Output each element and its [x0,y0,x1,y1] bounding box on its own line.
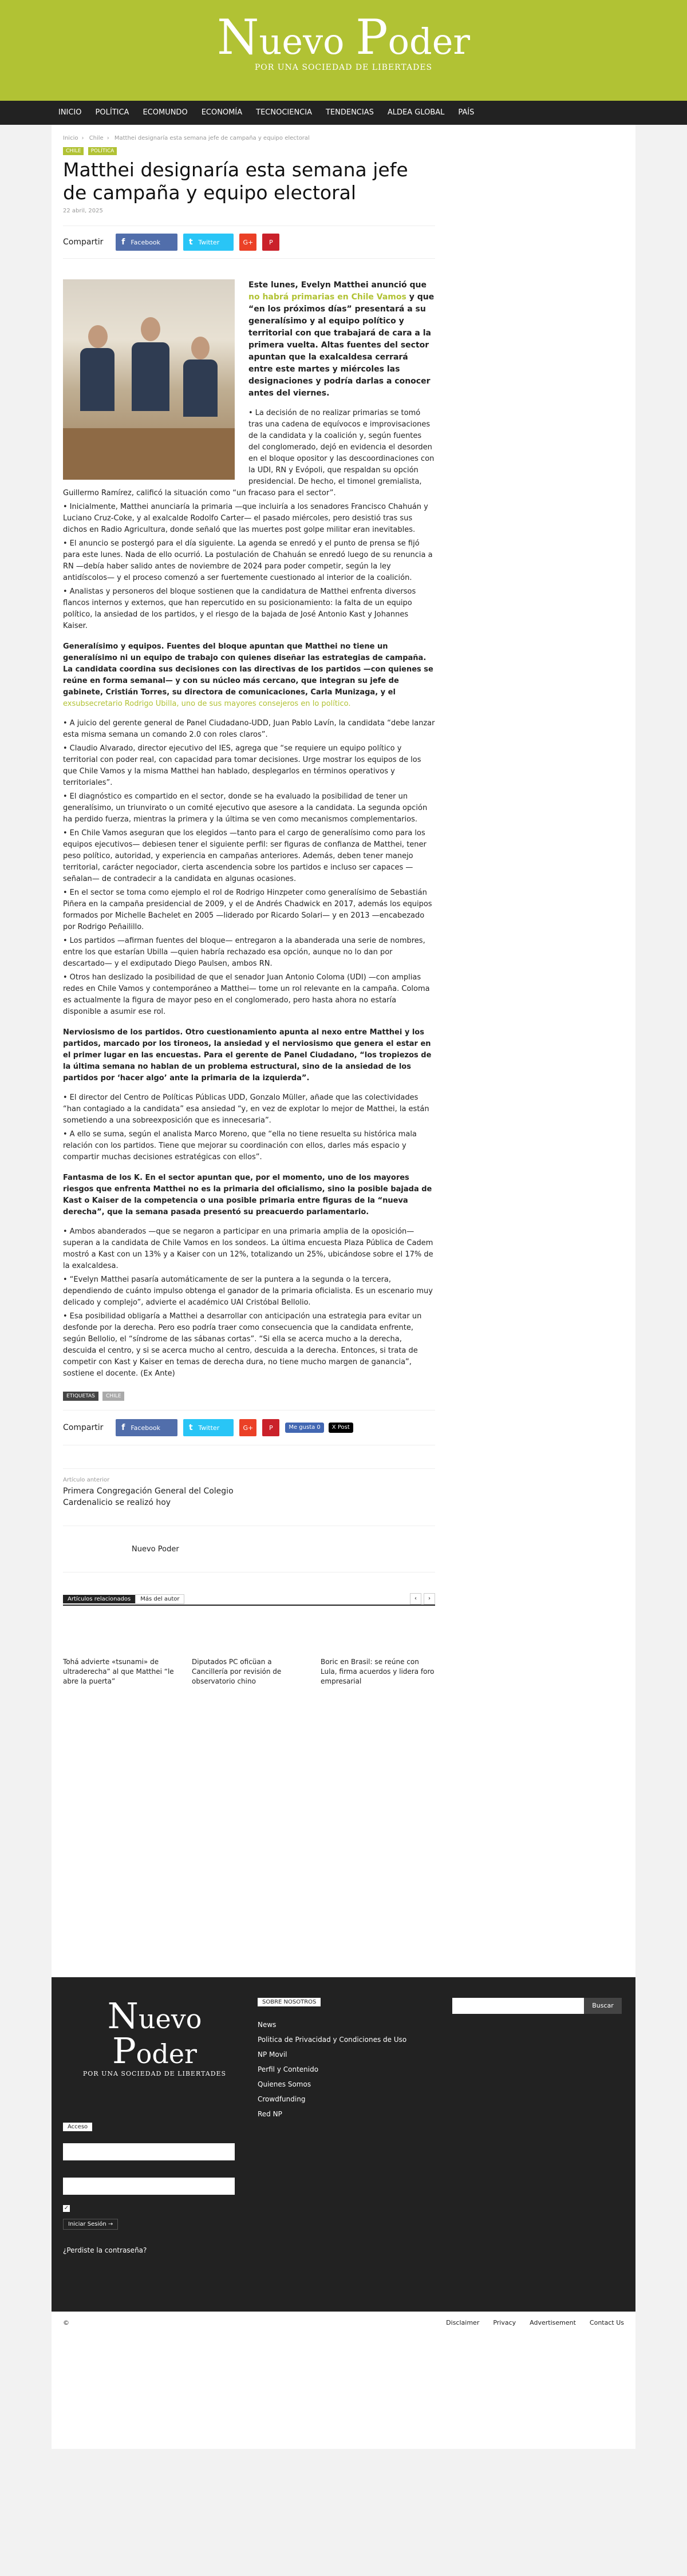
tag-list [63,1391,435,1401]
bullets-3 [63,1092,435,1163]
copyright: © [63,2319,69,2326]
site-logo-name: Nuevo Poder [216,9,471,65]
bullets-4 [63,1226,435,1380]
related-item[interactable]: Diputados PC oficüan a Cancillería por revisión de observatorio chino [192,1658,282,1685]
list-item: • Otros han deslizado la posibilidad de que el senador Juan Antonio Coloma (UDI) —con amplias redes en Chile Vamos y contemporáneo a Matthei— tome un rol relevante en la campaña. Coloma es actualmente la figura de mayor peso en el conglomerado, pero hasta ahora no estaría disponible a asumir ese rol. [63,972,435,1018]
list-item: • A ello se suma, según el analista Marco Moreno, que “ella no tiene resuelta su histórica mala relación con los partidos. Tiene que mejorar su coordinación con ellos, darles más espacio y compartir muchas decisiones estratégicas con ellos”. [63,1129,435,1163]
prev-article[interactable] [63,1468,435,1508]
share-pinterest-button-bottom[interactable] [262,1419,279,1436]
category-list [63,146,435,155]
section-generalisimo: Generalísimo y equipos. Fuentes del bloque apuntan que Matthei no tiene un generalísimo ni un equipo de trabajo con quienes diseñar las estrategias de campaña. La candidata coordina sus decisiones con las directivas de los partidos —con quienes se reúne en forma semanal— y con su núcleo más cercano, que integran su jefe de gabinete, Cristián Torres, su directora de comunicaciones, Carla Munizaga, y el exsubsecretario Rodrigo Ubilla, uno de sus mayores consejeros en lo político. [63,642,433,708]
gplus-icon: G+ [243,238,254,246]
footer-logo-name: Nuevo Poder [107,1995,202,2072]
list-item: • El diagnóstico es compartido en el sector, donde se ha evaluado la posibilidad de tener un generalísimo, un triunvirato o un comité ejecutivo que asesore a la candidata. La segunda opción ha perdido fuerza, mientras la primera y la última se ven como mecanismos complementarios. [63,791,435,825]
list-item: • Claudio Alvarado, director ejecutivo del IES, agrega que “se requiere un equipo político y territorial con poder real, con capacidad para tomar decisiones. Urge mostrar los equipos de los que Chile Vamos y la misma Matthei han hablado, desplegarlos en términos operativos y territoriales”. [63,743,435,789]
list-item: • A juicio del gerente general de Panel Ciudadano-UDD, Juan Pablo Lavín, la candidata “debe lanzar esta misma semana un comando 2.0 con roles claros”. [63,718,435,741]
footer-tagline: POR UNA SOCIEDAD DE LIBERTADES [82,2070,227,2077]
list-item: • Analistas y personeros del bloque sostienen que la candidatura de Matthei enfrenta diversos flancos internos y externos, que han repercutido en su posicionamiento: la falta de un equipo político, la ansiedad de los partidos, y el riesgo de la bajada de José Antonio Kast y Johannes Kaiser. [63,586,435,632]
category-chile[interactable]: CHILE [63,147,84,155]
author-name[interactable]: Nuevo Poder [132,1544,179,1554]
twitter-icon: t [188,238,193,247]
prev-arrow-icon[interactable]: ‹ [410,1593,421,1605]
x-post-button[interactable]: X Post [329,1423,353,1433]
tab-more-from-author[interactable]: Más del autor [135,1594,184,1604]
list-item: • Inicialmente, Matthei anunciaría la primaria —que incluiría a los senadores Francisco Chahuán y Luciano Cruz-Coke, y al exalcalde Rodolfo Carter— el pasado miércoles, pero desistió tras sus dichos en Radio Agricultura, donde señaló que las muertes post golpe militar eran inevitables. [63,501,435,536]
list-item: • Ambos abanderados —que se negaron a participar en una primaria amplia de la oposición— superan a la candidata de Chile Vamos en los sondeos. La última encuesta Plaza Pública de Cadem mostró a Kast con un 13% y a Kaiser con un 12%, totalizando un 25%, ubicándose sobre el 17% de la exalcaldesa. [63,1226,435,1272]
site-tagline: POR UNA SOCIEDAD DE LIBERTADES [254,63,433,72]
article-date: 22 abril, 2025 [63,208,103,214]
article-lead: Este lunes, Evelyn Matthei anunció que no habrá primarias en Chile Vamos y que “en los próximos días” presentará a su generalísimo y al equipo político y territorial con que trabajará de cara a la primera vuelta. Altas fuentes del sector apuntan que la exalcaldesa cerrará entre este martes y miércoles las designaciones y podría darlas a conocer antes del viernes. [248,280,435,398]
about-heading: SOBRE NOSOTROS [258,1998,321,2006]
remember-checkbox[interactable]: ✓ [64,2205,69,2211]
bottom-bar [52,2312,635,2335]
footer-link-red-np[interactable]: Red NP [258,2110,282,2118]
footer-link-perfil[interactable]: Perfil y Contenido [258,2065,319,2073]
gplus-icon: G+ [243,1424,254,1432]
nav-item-tendencias[interactable]: TENDENCIAS [325,108,374,117]
tags-label: ETIQUETAS [63,1392,98,1401]
share-label: Compartir [63,238,104,247]
share-gplus-button[interactable] [239,234,256,251]
share-gplus-button-bottom[interactable] [239,1419,256,1436]
section-nerviosismo: Nerviosismo de los partidos. Otro cuestionamiento apunta al nexo entre Matthei y los partidos, marcado por los tironeos, la ansiedad y el nerviosismo que genera el estar en el primer lugar en las encuestas. Para el gerente de Panel Ciudadano, “los tropiezos de la última semana no hablan de un problema estructural, sino de la ansiedad de los partidos por ‘hacer algo’ ante la primaria de la izquierda”. [63,1028,432,1082]
share-facebook-button[interactable]: f Facebook [116,234,177,251]
password-field[interactable] [63,2178,235,2195]
nav-item-pais[interactable]: PAÍS [458,108,475,117]
bottom-nav [432,2319,624,2326]
breadcrumb-current: Matthei designaría esta semana jefe de campaña y equipo electoral [114,135,310,141]
footer-link-privacy[interactable]: Politica de Privacidad y Condiciones de Uso [258,2036,407,2044]
share-twitter-button-bottom[interactable]: t Twitter [183,1419,234,1436]
tag-chile[interactable]: CHILE [102,1392,124,1401]
pinterest-icon: P [269,1424,273,1432]
share-facebook-button-bottom[interactable]: f Facebook [116,1419,177,1436]
author-box [63,1526,435,1573]
footer-link-crowdfunding[interactable]: Crowdfunding [258,2095,306,2103]
facebook-icon: f [121,1423,125,1432]
nav-item-ecomundo[interactable]: ECOMUNDO [143,108,188,117]
list-item: • Los partidos —afirman fuentes del bloque— entregaron a la abanderada una serie de nombres, entre los que estarían Ubilla —quien habría rechazado esa opción, aunque no lo dan por descartado— y el exdiputado Diego Paulsen, ambos RN. [63,935,435,970]
share-bar-bottom [63,1410,435,1445]
footer-search-input[interactable] [452,1998,584,2014]
footer-search-button[interactable]: Buscar [584,1998,622,2014]
list-item: • La decisión de no realizar primarias se tomó tras una cadena de equívocos e improvisaciones de la candidata y la coalición y, según fuentes del conglomerado, dejó en evidencia el desorden en el bloque opositor y las descoordinaciones con la UDI, RN y Evópoli, que respaldan su opción presidencial. De hecho, el timonel gremialista, Guillermo Ramírez, calificó la situación como “un fracaso para el sector”. [63,408,435,499]
ubilla-link[interactable]: exsubsecretario Rodrigo Ubilla, uno de sus mayores consejeros en lo político. [63,700,351,708]
share-pinterest-button[interactable] [262,234,279,251]
share-twitter-button[interactable]: t Twitter [183,234,234,251]
related-item[interactable]: Tohá advierte «tsunami» de ultraderecha” al que Matthei “le abre la puerta” [63,1658,174,1685]
section-fantasma: Fantasma de los K. En el sector apuntan que, por el momento, uno de los mayores riesgos que enfrenta Matthei no es la primaria del oficialismo, sino la posible bajada de Kast o Kaiser de la competencia o una posible primaria entre figuras de la “nueva derecha”, que la semana pasada presentó su preacuerdo parlamentario. [63,1174,432,1216]
nav-item-economia[interactable]: ECONOMÍA [201,108,243,117]
bottom-link-disclaimer[interactable]: Disclaimer [446,2319,480,2326]
site-header [0,0,687,101]
forgot-password-link[interactable]: ¿Perdiste la contraseña? [63,2246,147,2254]
list-item: • Esa posibilidad obligaría a Matthei a desarrollar con anticipación una estrategia para evitar un desfonde por la derecha. Pero eso podría traer como consecuencia que la candidata enfrente, según Bellolio, el “síndrome de las sábanas cortas”. “Si ella se acerca mucho a la derecha, descuida el centro, y si se acerca mucho al centro, descuida a la derecha. Entonces, si trata de competir con Kast y Kaiser en temas de derecha dura, no tiene mucho margen de ganancia”, sostiene el docente. (Ex Ante) [63,1311,435,1380]
footer-link-np-movil[interactable]: NP Movil [258,2050,287,2059]
login-button[interactable]: Iniciar Sesión → [63,2219,118,2230]
nav-item-inicio[interactable]: INICIO [58,108,82,117]
list-item: • En el sector se toma como ejemplo el rol de Rodrigo Hinzpeter como generalísimo de Sebastián Piñera en la campaña presidencial de 2009, y el de Andrés Chadwick en 2017, además los equipos formados por Michelle Bachelet en 2005 —liderado por Ricardo Solari— y en 2013 —encabezado por Rodrigo Peñailillo. [63,887,435,933]
article-body [63,279,435,1380]
bullets-2 [63,718,435,1018]
tab-related[interactable]: Artículos relacionados [63,1595,135,1603]
article-title: Matthei designaría esta semana jefe de campaña y equipo electoral [63,159,408,204]
lead-link[interactable]: no habrá primarias en Chile Vamos [248,293,406,302]
footer-logo[interactable] [69,1995,240,2077]
footer-link-news[interactable]: News [258,2021,277,2029]
breadcrumb: Inicio › Chile › Matthei designaría esta semana jefe de campaña y equipo electoral [63,135,310,141]
list-item: • El anuncio se postergó para el día siguiente. La agenda se enredó y el punto de prensa se fijó para este lunes. Nada de ello ocurrió. La postulación de Chahuán se enredó luego de su renuncia a RN —debía haber salido antes de noviembre de 2024 para poder competir, según la ley antidíscolos— y el proceso comenzó a ser fuertemente cuestionado al interior de la coalición. [63,538,435,584]
related-articles [63,1593,435,1686]
login-heading: Acceso [63,2123,92,2131]
prev-article-label: Artículo anterior [63,1477,110,1483]
article-photo [63,279,235,480]
facebook-icon: f [121,238,125,247]
site-footer [52,1977,635,2312]
footer-menu [258,2017,406,2121]
breadcrumb-home[interactable]: Inicio [63,135,78,141]
share-label-bottom: Compartir [63,1423,104,1432]
username-field[interactable] [63,2143,235,2160]
site-logo[interactable] [0,9,687,72]
category-politica[interactable]: POLÍTICA [88,147,117,155]
list-item: • En Chile Vamos aseguran que los elegidos —tanto para el cargo de generalísimo como para los equipos ejecutivos— debiesen tener el siguiente perfil: ser figuras de confianza de Matthei, tener peso político, autoridad, y experiencia en campañas anteriores. Además, deben tener manejo territorial, carácter negociador, cierta ascendencia sobre los partidos e incluso ser capaces —señalan— de contradecir a la candidata en algunas ocasiones. [63,828,435,885]
main-nav [0,101,687,125]
list-item: • El director del Centro de Políticas Públicas UDD, Gonzalo Müller, añade que las colectividades “han contagiado a la candidata” esa ansiedad “y, en vez de explotar lo mejor de Matthei, la están sometiendo a una sobreexposición que es innecesaria”. [63,1092,435,1127]
facebook-like-button[interactable]: Me gusta 0 [285,1423,323,1433]
footer-link-quienes-somos[interactable]: Quienes Somos [258,2080,311,2088]
twitter-icon: t [188,1423,193,1432]
pinterest-icon: P [269,238,273,246]
bottom-link-advertisement[interactable]: Advertisement [530,2319,576,2326]
share-bar [63,226,435,259]
bottom-link-privacy[interactable]: Privacy [493,2319,516,2326]
footer-search [452,1998,622,2014]
nav-item-aldea-global[interactable]: ALDEA GLOBAL [387,108,445,117]
list-item: • “Evelyn Matthei pasaría automáticamente de ser la puntera a la segunda o la tercera, dependiendo de cuánto impulso obtenga el ganador de la primaria oficialista. Es un escenario muy delicado y complejo”, advierte el académico UAI Cristóbal Bellolio. [63,1274,435,1309]
related-item[interactable]: Boric en Brasil: se reúne con Lula, firma acuerdos y lidera foro empresarial [321,1658,435,1685]
bottom-link-contact[interactable]: Contact Us [589,2319,624,2326]
nav-item-politica[interactable]: POLÍTICA [95,108,129,117]
prev-article-title[interactable]: Primera Congregación General del Colegio Cardenalicio se realizó hoy [63,1487,234,1507]
breadcrumb-chile[interactable]: Chile [89,135,104,141]
next-arrow-icon[interactable]: › [424,1593,435,1605]
article-column [63,131,435,1686]
nav-item-tecnociencia[interactable]: TECNOCIENCIA [256,108,312,117]
